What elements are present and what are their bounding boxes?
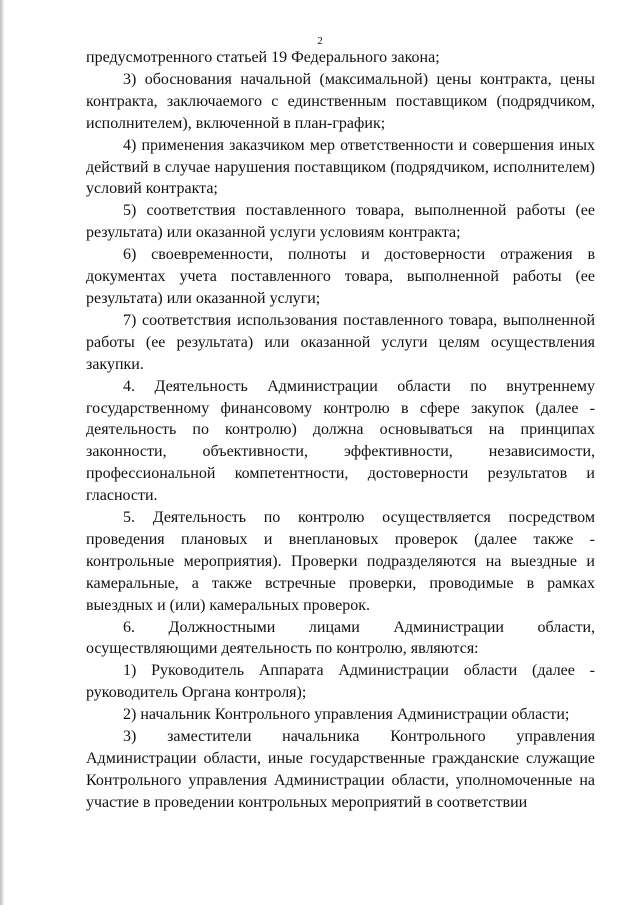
paragraph-section-5: 5. Деятельность по контролю осуществляется посредством проведения плановых и внеплановых проверок (далее также - контрольные мероприятия). Проверки подразделяются на выездные и камеральные, а также встречные проверки, проводимые в рамках выездных и (или) камеральных проверок. [86,509,595,614]
paragraph-item-5: 5) соответствия поставленного товара, выполненной работы (ее результата) или оказанной услуги условиям контракта; [86,202,595,242]
scan-edge-shadow [0,0,4,905]
paragraph-item-7: 7) соответствия использования поставленного товара, выполненной работы (ее результата) или оказанной услуги целям осуществления закупки. [86,311,595,373]
paragraph-section-4: 4. Деятельность Администрации области по внутреннему государственному финансовому контролю в сфере закупок (далее - деятельность по контролю) должна основываться на принципах законности, объективности, эффективности, независимости, профессиональной компетентности, достоверности результатов и гласности. [86,377,595,505]
page-number: 2 [317,35,323,47]
paragraph-official-1: 1) Руководитель Аппарата Администрации области (далее - руководитель Органа контроля); [86,662,595,702]
paragraph-continuation: предусмотренного статьей 19 Федерального закона; [86,49,440,66]
paragraph-item-4: 4) применения заказчиком мер ответственности и совершения иных действий в случае нарушения поставщиком (подрядчиком, исполнителем) условий контракта; [86,136,595,198]
paragraph-official-2: 2) начальник Контрольного управления Администрации области; [123,706,570,724]
paragraph-item-3: 3) обоснования начальной (максимальной) цены контракта, цены контракта, заключаемого с единственным поставщиком (подрядчиком, исполнителем), включенной в план-график; [86,70,595,132]
paragraph-official-3: 3) заместители начальника Контрольного управления Администрации области, иные государственные гражданские служащие Контрольного управления Администрации области, уполномоченные на участие в проведении контрольных мероприятий в соответствии [86,728,595,811]
paragraph-section-6: 6. Должностными лицами Администрации области, осуществляющими деятельность по контролю, являются: [86,618,595,658]
paragraph-item-6: 6) своевременности, полноты и достоверности отражения в документах учета поставленного товара, выполненной работы (ее результата) или оказанной услуги; [86,246,595,307]
document-body [86,47,595,814]
